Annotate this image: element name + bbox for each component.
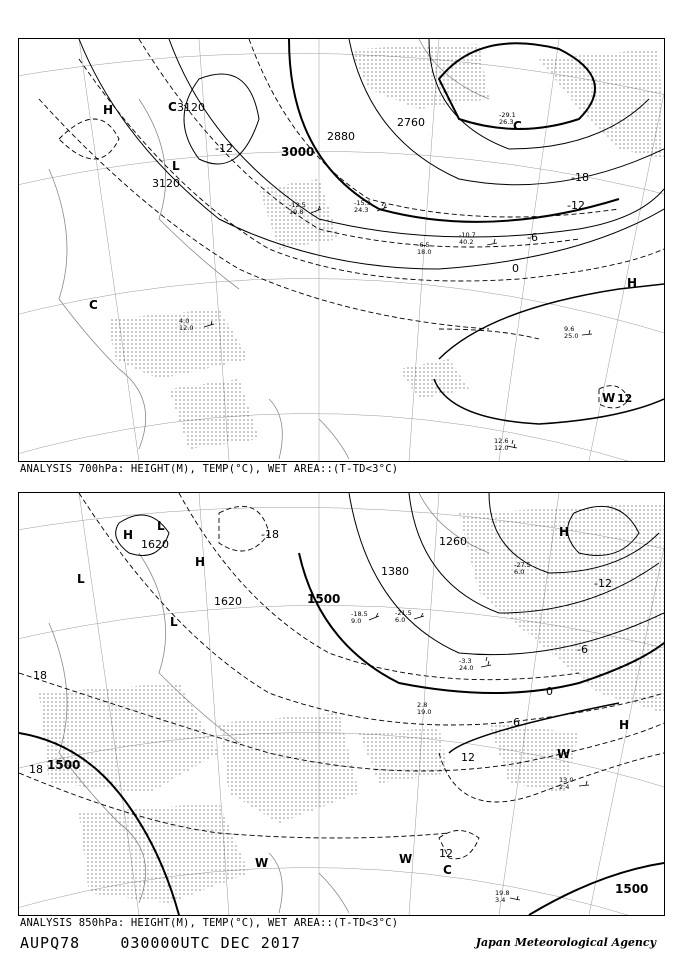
station-dew: 6.0 bbox=[395, 616, 406, 624]
station-temp: -18.5 bbox=[351, 610, 368, 618]
station-temp: 9.6 bbox=[564, 325, 575, 333]
center-symbol: C bbox=[168, 100, 177, 114]
height-label: 2760 bbox=[397, 116, 425, 129]
map-850hpa bbox=[19, 493, 664, 915]
center-value: 12 bbox=[617, 392, 633, 405]
temp-label: 6 bbox=[513, 716, 520, 729]
center-symbol: H bbox=[559, 525, 570, 539]
bulletin-code: AUPQ78 bbox=[20, 934, 81, 952]
height-label: 1500 bbox=[615, 882, 649, 896]
station-dew: 18.0 bbox=[417, 248, 432, 256]
station-temp: -12.5 bbox=[289, 201, 306, 209]
agency-name: Japan Meteorological Agency bbox=[475, 936, 656, 949]
station-temp: -10.7 bbox=[459, 231, 476, 239]
height-labels bbox=[152, 101, 425, 190]
station-dew: 12.0 bbox=[179, 324, 194, 332]
graticule bbox=[19, 39, 664, 461]
height-label: 3120 bbox=[152, 177, 180, 190]
center-symbol: W bbox=[557, 747, 571, 761]
center-symbol: C bbox=[443, 863, 452, 877]
wet-area bbox=[39, 503, 664, 903]
temp-label: -12 bbox=[594, 577, 612, 590]
center-symbol: W bbox=[255, 856, 269, 870]
station-dew: 6.0 bbox=[514, 568, 525, 576]
temp-label: -18 bbox=[571, 171, 589, 184]
station-dew: 12.0 bbox=[494, 444, 509, 452]
analysis-datetime: 030000UTC DEC 2017 bbox=[120, 934, 301, 952]
center-symbol: H bbox=[195, 555, 206, 569]
station-temp: -6.5 bbox=[417, 241, 430, 249]
chart-identifier bbox=[20, 934, 301, 952]
height-label: 1500 bbox=[307, 592, 341, 606]
station-temp: 19.8 bbox=[495, 889, 510, 897]
station-temp: -29.1 bbox=[499, 111, 516, 119]
station-dew: 40.2 bbox=[459, 238, 474, 246]
center-symbol: L bbox=[77, 572, 85, 586]
center-symbol: L bbox=[170, 615, 178, 629]
station-dew: 26.3 bbox=[499, 118, 514, 126]
height-label: 1620 bbox=[214, 595, 242, 608]
temp-label: -12 bbox=[567, 199, 585, 212]
station-dew: 9.0 bbox=[351, 617, 362, 625]
height-label: 3000 bbox=[281, 145, 315, 159]
temp-label: 0 bbox=[512, 262, 519, 275]
temp-label: -12 bbox=[215, 142, 233, 155]
center-symbol: C bbox=[513, 119, 522, 133]
station-temp: 2.8 bbox=[417, 701, 428, 709]
temp-label: -18 bbox=[261, 528, 279, 541]
center-symbol: H bbox=[619, 718, 630, 732]
station-dew: 24.0 bbox=[459, 664, 474, 672]
center-symbol: C bbox=[89, 298, 98, 312]
center-symbol: L bbox=[172, 159, 180, 173]
center-symbol: H bbox=[627, 276, 638, 290]
station-dew: 19.8 bbox=[289, 208, 304, 216]
temp-label: 12 bbox=[439, 847, 453, 860]
height-label: 2880 bbox=[327, 130, 355, 143]
station-temp: 13.0 bbox=[559, 776, 574, 784]
height-label: 1260 bbox=[439, 535, 467, 548]
station-dew: 24.3 bbox=[354, 206, 369, 214]
temp-label: -6 bbox=[577, 643, 588, 656]
station-dew: 2.4 bbox=[559, 783, 570, 791]
temp-label: 12 bbox=[461, 751, 475, 764]
height-label: 3120 bbox=[177, 101, 205, 114]
station-dew: 3.4 bbox=[495, 896, 506, 904]
center-symbol: H bbox=[103, 103, 114, 117]
height-label: 1620 bbox=[141, 538, 169, 551]
center-symbol: H bbox=[123, 528, 134, 542]
station-temp: -27.5 bbox=[514, 561, 531, 569]
station-temp: -21.5 bbox=[395, 609, 412, 617]
center-symbol: L bbox=[157, 519, 165, 533]
station-dew: 25.0 bbox=[564, 332, 579, 340]
caption-700hpa: ANALYSIS 700hPa: HEIGHT(M), TEMP(°C), WET AREA::(T-TD<3°C) bbox=[20, 463, 399, 475]
chart-850hpa bbox=[18, 492, 665, 916]
temp-label: -6 bbox=[527, 231, 538, 244]
height-label: 1500 bbox=[47, 758, 81, 772]
center-symbol: W bbox=[399, 852, 413, 866]
chart-700hpa bbox=[18, 38, 665, 462]
station-temp: -3.3 bbox=[459, 657, 472, 665]
temp-label: 18 bbox=[33, 669, 47, 682]
temp-label: 0 bbox=[546, 685, 553, 698]
station-temp: -15.9 bbox=[354, 199, 371, 207]
temp-label: 18 bbox=[29, 763, 43, 776]
map-700hpa bbox=[19, 39, 664, 461]
station-temp: 12.6 bbox=[494, 437, 509, 445]
station-temp: 4.0 bbox=[179, 317, 190, 325]
center-symbol: W bbox=[602, 391, 616, 405]
caption-850hpa: ANALYSIS 850hPa: HEIGHT(M), TEMP(°C), WET AREA::(T-TD<3°C) bbox=[20, 917, 399, 929]
station-dew: 19.0 bbox=[417, 708, 432, 716]
height-label: 1380 bbox=[381, 565, 409, 578]
